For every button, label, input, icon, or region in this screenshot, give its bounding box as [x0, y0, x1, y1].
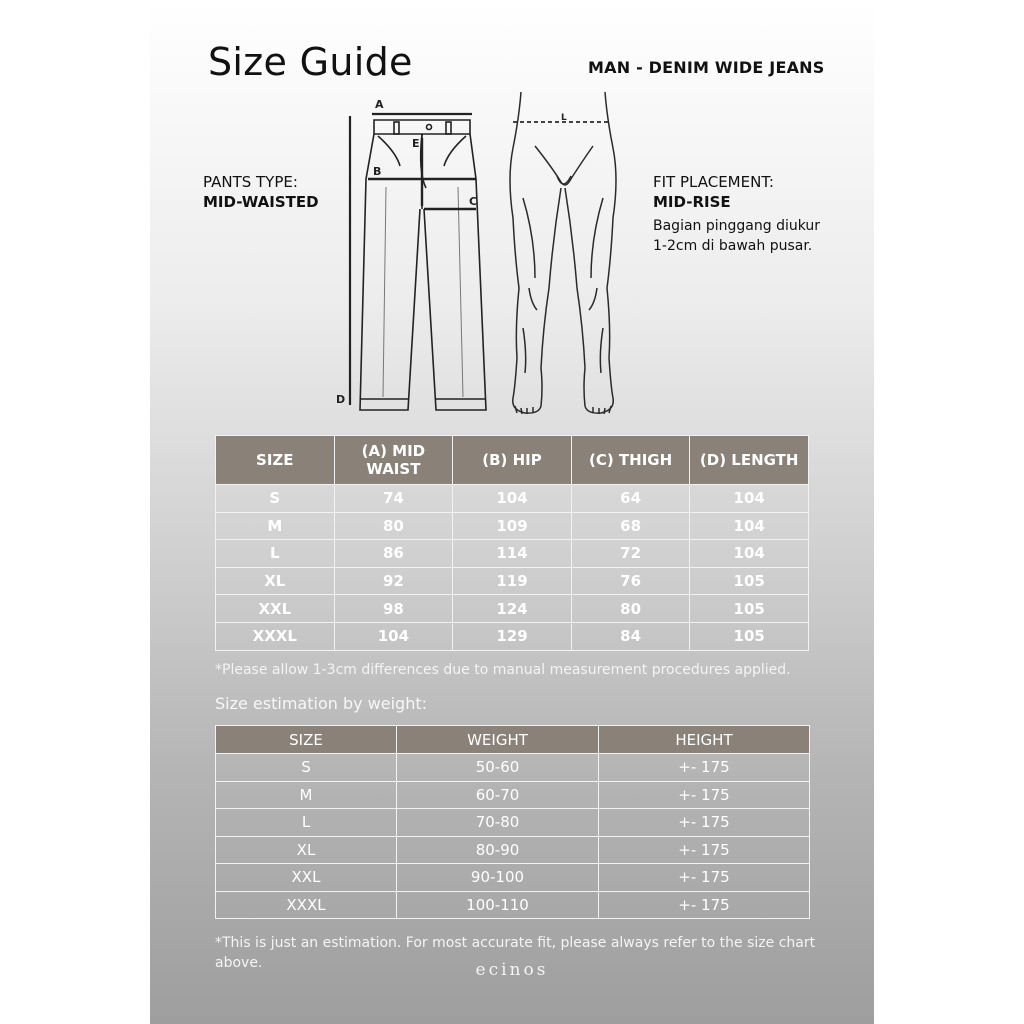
- table-row: [216, 512, 809, 540]
- table-cell: 104: [690, 512, 809, 540]
- table-cell: XXXL: [216, 622, 335, 650]
- table-cell: 105: [690, 567, 809, 595]
- table-cell: 104: [453, 485, 572, 513]
- table-cell: 109: [453, 512, 572, 540]
- table-cell: 50-60: [397, 754, 599, 782]
- table-cell: 114: [453, 540, 572, 568]
- estimation-note-line-2: above.: [215, 955, 263, 971]
- marker-d: D: [336, 393, 346, 406]
- table-cell: 68: [571, 512, 690, 540]
- table-cell: 84: [571, 622, 690, 650]
- table-cell: 129: [453, 622, 572, 650]
- table-cell: +- 175: [599, 864, 810, 892]
- table-row: [216, 485, 809, 513]
- weight-chart-table: [215, 725, 810, 919]
- table-cell: 98: [334, 595, 453, 623]
- weight-chart-header: WEIGHT: [397, 726, 599, 754]
- weight-chart-header: SIZE: [216, 726, 397, 754]
- pants-type-value: MID-WAISTED: [203, 193, 319, 211]
- table-row: [216, 809, 810, 837]
- brand-logo: ecinos: [475, 960, 549, 980]
- marker-l: L: [561, 113, 567, 123]
- weight-chart-header: HEIGHT: [599, 726, 810, 754]
- table-cell: 70-80: [397, 809, 599, 837]
- size-chart-header: (B) HIP: [453, 436, 572, 485]
- fit-placement-label: FIT PLACEMENT:: [653, 173, 774, 191]
- table-cell: 86: [334, 540, 453, 568]
- table-cell: +- 175: [599, 754, 810, 782]
- table-row: [216, 891, 810, 919]
- fit-placement-desc-2: 1-2cm di bawah pusar.: [653, 238, 813, 254]
- table-cell: XL: [216, 567, 335, 595]
- table-cell: L: [216, 809, 397, 837]
- table-row: [216, 540, 809, 568]
- table-row: [216, 864, 810, 892]
- marker-a: A: [375, 98, 384, 111]
- table-cell: 64: [571, 485, 690, 513]
- marker-e: E: [412, 137, 420, 150]
- table-cell: 80-90: [397, 836, 599, 864]
- table-cell: 105: [690, 595, 809, 623]
- table-cell: 80: [571, 595, 690, 623]
- page-title: Size Guide: [208, 40, 413, 84]
- table-cell: 72: [571, 540, 690, 568]
- table-row: [216, 836, 810, 864]
- table-row: [216, 595, 809, 623]
- fit-placement-desc-1: Bagian pinggang diukur: [653, 218, 821, 234]
- weight-section-title: Size estimation by weight:: [215, 694, 427, 713]
- marker-c: C: [469, 195, 478, 208]
- size-chart-header: (A) MID WAIST: [334, 436, 453, 485]
- product-name: MAN - DENIM WIDE JEANS: [588, 58, 825, 77]
- table-cell: M: [216, 512, 335, 540]
- table-cell: M: [216, 781, 397, 809]
- size-chart-header: (C) THIGH: [571, 436, 690, 485]
- table-cell: XXL: [216, 864, 397, 892]
- measurement-note: *Please allow 1-3cm differences due to manual measurement procedures applied.: [215, 662, 791, 678]
- table-row: [216, 754, 810, 782]
- table-cell: 74: [334, 485, 453, 513]
- table-cell: 100-110: [397, 891, 599, 919]
- table-cell: S: [216, 754, 397, 782]
- table-cell: L: [216, 540, 335, 568]
- marker-b: B: [373, 165, 382, 178]
- estimation-note-line-1: *This is just an estimation. For most accurate fit, please always refer to the size chart: [215, 935, 816, 951]
- table-row: [216, 781, 810, 809]
- table-cell: 76: [571, 567, 690, 595]
- table-cell: +- 175: [599, 836, 810, 864]
- pants-diagram: [330, 92, 500, 417]
- fit-placement-value: MID-RISE: [653, 193, 731, 211]
- table-cell: 104: [334, 622, 453, 650]
- table-cell: 104: [690, 485, 809, 513]
- table-cell: 90-100: [397, 864, 599, 892]
- table-cell: S: [216, 485, 335, 513]
- table-cell: +- 175: [599, 781, 810, 809]
- table-row: [216, 622, 809, 650]
- table-cell: 92: [334, 567, 453, 595]
- table-cell: 124: [453, 595, 572, 623]
- size-chart-table: [215, 435, 809, 651]
- table-cell: +- 175: [599, 891, 810, 919]
- size-chart-header: SIZE: [216, 436, 335, 485]
- table-cell: 80: [334, 512, 453, 540]
- table-cell: XXL: [216, 595, 335, 623]
- table-cell: 119: [453, 567, 572, 595]
- legs-diagram: [505, 88, 625, 418]
- pants-type-label: PANTS TYPE:: [203, 173, 298, 191]
- table-cell: +- 175: [599, 809, 810, 837]
- table-cell: 104: [690, 540, 809, 568]
- table-cell: XL: [216, 836, 397, 864]
- table-cell: XXXL: [216, 891, 397, 919]
- table-row: [216, 567, 809, 595]
- table-cell: 60-70: [397, 781, 599, 809]
- size-chart-header: (D) LENGTH: [690, 436, 809, 485]
- table-cell: 105: [690, 622, 809, 650]
- weight-chart-header-row: [216, 726, 810, 754]
- size-chart-header-row: [216, 436, 809, 485]
